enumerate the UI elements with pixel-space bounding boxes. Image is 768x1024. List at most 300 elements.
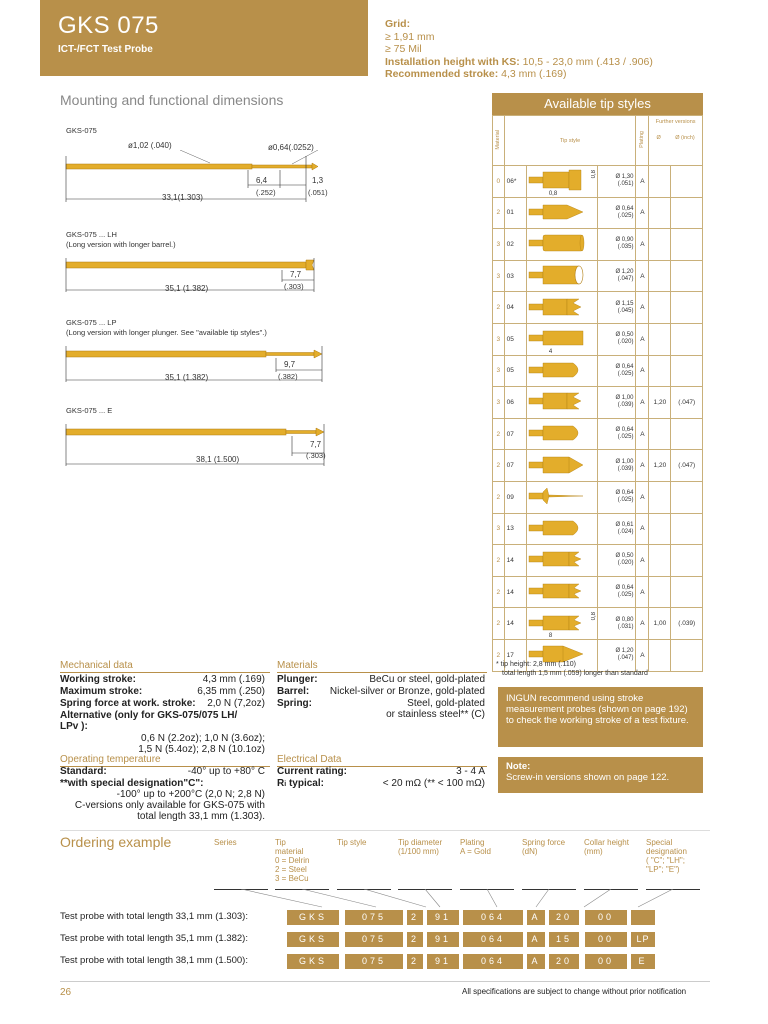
tip-code: 06* (504, 166, 526, 198)
tip-material: 3 (493, 513, 505, 545)
working-stroke-label: Working stroke: (60, 674, 136, 685)
tip-further-dia-inch (671, 260, 703, 292)
tip-plating: A (636, 418, 649, 450)
tip-dia-mm: Ø 1,00 (615, 395, 634, 402)
tip-dim1: 0,8 (548, 190, 558, 197)
c-note2: total length 33,1 mm (1.303). (137, 811, 265, 822)
tip-styles-title: Available tip styles (492, 93, 703, 115)
drawing3-a: 9,7 (284, 360, 296, 369)
tip-image (526, 418, 597, 450)
tip-plating: A (636, 450, 649, 482)
tip-code: 13 (504, 513, 526, 545)
tip-row (493, 481, 703, 513)
drawing2-len: 35,1 (1.382) (165, 284, 209, 293)
tip-dim2: 0,8 (590, 170, 597, 179)
tip-diameter (597, 576, 636, 608)
tip-material: 3 (493, 229, 505, 261)
tip-shape-icon (527, 547, 587, 571)
tip-diameter (597, 260, 636, 292)
col-spring-force: Spring force (dN) (522, 838, 566, 856)
order-row1-plat: 064 (463, 910, 523, 925)
tip-material: 2 (493, 292, 505, 324)
tip-shape-icon (527, 484, 587, 508)
plunger-value: BeCu or steel, gold-plated (369, 674, 485, 685)
tip-image (526, 545, 597, 577)
tip-further-dia-inch (671, 639, 703, 671)
alternative-value1: 0,6 N (2.2oz); 1,0 N (3.6oz); (141, 733, 265, 744)
order-row3-special: E (631, 954, 655, 969)
tip-row (493, 608, 703, 640)
tip-further-dia-inch (671, 481, 703, 513)
tip-dia-in: (.045) (617, 307, 634, 314)
tip-row (493, 513, 703, 545)
drawing1-name: GKS-075 (66, 126, 97, 135)
tip-image (526, 450, 597, 482)
tip-plating: A (636, 608, 649, 640)
tip-material: 3 (493, 323, 505, 355)
order-row2-mat: 2 (407, 932, 423, 947)
tip-material: 2 (493, 576, 505, 608)
tip-further-dia (649, 260, 671, 292)
ingun-recommendation-box: INGUN recommend using stroke measurement probes (shown on page 192) to check the working stroke of a test fixture. (498, 687, 703, 747)
tip-material: 2 (493, 608, 505, 640)
drawing1-a-in: (.252) (256, 188, 276, 197)
order-row3-dia: 91 (427, 954, 459, 969)
tip-plating: A (636, 166, 649, 198)
tip-dia-mm: Ø 0,64 (615, 585, 634, 592)
tip-row (493, 323, 703, 355)
tip-material: 3 (493, 355, 505, 387)
tip-code: 03 (504, 260, 526, 292)
tip-code: 01 (504, 197, 526, 229)
tip-code: 14 (504, 545, 526, 577)
ordering-title: Ordering example (60, 834, 172, 850)
tip-plating: A (636, 387, 649, 419)
order-row2-a: A (527, 932, 545, 947)
order-row3-collar: 00 (585, 954, 627, 969)
tip-code: 09 (504, 481, 526, 513)
barrel-value: Nickel-silver or Bronze, gold-plated (329, 686, 485, 697)
tip-further-dia (649, 292, 671, 324)
spring-value2: or stainless steel** (C) (386, 709, 485, 720)
tip-plating: A (636, 292, 649, 324)
stroke-label: Recommended stroke: (385, 68, 499, 80)
tip-dia-in: (.035) (617, 244, 634, 251)
order-row2-collar: 00 (585, 932, 627, 947)
drawing2-a-in: (.303) (284, 282, 304, 291)
tip-dia-mm: Ø 0,50 (615, 332, 634, 339)
grid-info (385, 18, 653, 81)
col-series: Series (214, 838, 237, 847)
tip-diameter (597, 387, 636, 419)
tip-image (526, 576, 597, 608)
col-tip-material: Tip material 0 = Delrin 2 = Steel 3 = BeCu (275, 838, 310, 883)
spring-force-value: 2,0 N (7,2oz) (207, 698, 265, 709)
special-label: **with special designation"C": (60, 778, 204, 789)
tip-dia-in: (.039) (617, 402, 634, 409)
tip-further-dia (649, 229, 671, 261)
tip-plating: A (636, 481, 649, 513)
order-row1-label: Test probe with total length 33,1 mm (1.303): (60, 911, 248, 922)
tip-shape-icon (527, 263, 587, 287)
tip-dia-mm: Ø 1,15 (615, 300, 634, 307)
note-text: Screw-in versions shown on page 122. (506, 772, 670, 783)
ri-value: < 20 mΩ (** < 100 mΩ) (382, 778, 485, 789)
grid-mm: ≥ 1,91 mm (385, 30, 435, 43)
tip-row (493, 260, 703, 292)
tip-further-dia-inch (671, 323, 703, 355)
tip-dim2: 0,8 (590, 612, 597, 621)
tip-shape-icon (527, 421, 587, 445)
tip-further-dia-inch (671, 418, 703, 450)
drawing1-b: 1,3 (312, 176, 324, 185)
order-row1-style: 075 (345, 910, 403, 925)
tip-plating: A (636, 513, 649, 545)
tip-plating: A (636, 545, 649, 577)
col-tip-style: Tip style (337, 838, 367, 847)
order-row3-a: A (527, 954, 545, 969)
tip-dia-in: (.047) (617, 655, 634, 662)
drawing3-desc: (Long version with longer plunger. See "available tip styles".) (66, 328, 267, 337)
drawing1-dia-left: ø1,02 (.040) (128, 141, 172, 150)
drawing4-name: GKS-075 ... E (66, 406, 113, 415)
tip-shape-icon (527, 231, 587, 255)
tip-diameter (597, 418, 636, 450)
tip-further-dia: 1,20 (649, 387, 671, 419)
tip-further-dia-inch (671, 166, 703, 198)
tip-code: 05 (504, 323, 526, 355)
tip-dia-mm: Ø 0,64 (615, 490, 634, 497)
tip-dia-in: (.020) (617, 339, 634, 346)
tip-shape-icon (527, 168, 587, 192)
tip-footnote (496, 660, 648, 678)
tip-further-dia (649, 481, 671, 513)
tip-diameter (597, 450, 636, 482)
tip-shape-icon (527, 200, 587, 224)
note-title: Note: (506, 761, 531, 772)
tip-diameter (597, 513, 636, 545)
order-row1-series: GKS (287, 910, 339, 925)
drawing1-dia-right: ø0,64(.0252) (268, 143, 314, 152)
tip-dia-mm: Ø 0,80 (615, 616, 634, 623)
tip-further-dia (649, 639, 671, 671)
tip-further-dia-inch (671, 355, 703, 387)
ordering-rule (60, 830, 710, 831)
order-row3-label: Test probe with total length 38,1 mm (1.500): (60, 955, 248, 966)
drawing2-a: 7,7 (290, 270, 302, 279)
tip-row (493, 166, 703, 198)
header-plating: Plating (639, 131, 646, 148)
tip-shape-icon (527, 611, 587, 635)
tip-shape-icon (527, 579, 587, 603)
tip-dia-in: (.025) (617, 592, 634, 599)
mechanical-title: Mechanical data (60, 660, 133, 671)
tip-row (493, 355, 703, 387)
standard-value: -40° up to +80° C (187, 766, 265, 777)
tip-row (493, 450, 703, 482)
header-bar (40, 0, 368, 76)
alternative-label2: LPv ): (60, 721, 88, 732)
tip-plating: A (636, 355, 649, 387)
tip-dim1: 8 (548, 632, 553, 639)
order-row2-special: LP (631, 932, 655, 947)
tip-further-dia-inch (671, 229, 703, 261)
spring-label: Spring: (277, 698, 312, 709)
tip-diameter (597, 292, 636, 324)
footnote-line2: total length 1,5 mm (.059) longer than standard (502, 670, 648, 677)
tip-further-dia (649, 545, 671, 577)
tip-further-dia-inch: (.047) (671, 387, 703, 419)
ri-label: Ri typical: (277, 778, 324, 789)
tip-header-row (493, 116, 703, 166)
tip-row (493, 545, 703, 577)
tip-material: 2 (493, 197, 505, 229)
drawing2-name: GKS-075 ... LH (66, 230, 117, 239)
drawing4-len: 38,1 (1.500) (196, 455, 240, 464)
product-title: GKS 075 (58, 12, 159, 39)
mounting-title: Mounting and functional dimensions (60, 92, 284, 108)
tip-further-dia-inch: (.047) (671, 450, 703, 482)
col-special: Special designation ( "C"; "LH"; "LP"; "E") (646, 838, 687, 874)
tip-further-dia (649, 166, 671, 198)
tip-shape-icon (527, 295, 587, 319)
tip-row (493, 576, 703, 608)
drawing3-name: GKS-075 ... LP (66, 318, 117, 327)
note-box (498, 757, 703, 793)
alternative-label: Alternative (only for GKS-075/075 LH/ (60, 710, 238, 721)
drawing1-b-in: (.051) (308, 188, 328, 197)
tip-further-dia-inch (671, 545, 703, 577)
tip-further-dia (649, 513, 671, 545)
tip-dia-in: (.024) (617, 528, 634, 535)
standard-label: Standard: (60, 766, 107, 777)
tip-image (526, 292, 597, 324)
tip-material: 2 (493, 545, 505, 577)
tip-further-dia (649, 355, 671, 387)
tip-dia-mm: Ø 0,50 (615, 553, 634, 560)
header-further: Further versions Ø Ø (inch) (649, 116, 703, 166)
tip-material: 3 (493, 260, 505, 292)
tip-code: 07 (504, 418, 526, 450)
tip-further-dia-inch: (.039) (671, 608, 703, 640)
tip-code: 14 (504, 608, 526, 640)
barrel-label: Barrel: (277, 686, 310, 697)
tip-dia-mm: Ø 0,64 (615, 205, 634, 212)
order-row3-plat: 064 (463, 954, 523, 969)
tip-further-dia-inch (671, 197, 703, 229)
tip-diameter (597, 355, 636, 387)
install-label: Installation height with KS: (385, 55, 520, 68)
header-tip-style: Tip style (504, 116, 636, 166)
tip-dia-mm: Ø 0,64 (615, 427, 634, 434)
materials-title: Materials (277, 660, 318, 671)
special-value: -100° up to +200°C (2,0 N; 2,8 N) (116, 789, 265, 800)
order-row2-force: 15 (549, 932, 579, 947)
current-value: 3 - 4 A (456, 766, 485, 777)
tip-code: 02 (504, 229, 526, 261)
tip-image (526, 260, 597, 292)
order-row1-dia: 91 (427, 910, 459, 925)
tip-image (526, 323, 597, 355)
tip-image (526, 481, 597, 513)
tip-code: 04 (504, 292, 526, 324)
tip-plating: A (636, 197, 649, 229)
tip-material: 0 (493, 166, 505, 198)
drawing3-len: 35,1 (1.382) (165, 373, 209, 382)
tip-image (526, 355, 597, 387)
tip-further-dia-inch (671, 576, 703, 608)
tip-image (526, 229, 597, 261)
tip-row (493, 197, 703, 229)
order-row1-mat: 2 (407, 910, 423, 925)
order-row2-label: Test probe with total length 35,1 mm (1.382): (60, 933, 248, 944)
order-row1-a: A (527, 910, 545, 925)
tip-further-dia: 1,20 (649, 450, 671, 482)
spring-force-label: Spring force at work. stroke: (60, 698, 196, 709)
materials-rule (277, 672, 487, 673)
grid-mil: ≥ 75 Mil (385, 43, 422, 55)
order-row3-mat: 2 (407, 954, 423, 969)
tip-plating: A (636, 576, 649, 608)
tip-styles-table (492, 115, 703, 672)
header-dia-inch: Ø (inch) (675, 135, 695, 141)
electrical-title: Electrical Data (277, 754, 342, 765)
tip-plating: A (636, 260, 649, 292)
probe-drawing-e (60, 420, 330, 470)
tip-diameter (597, 229, 636, 261)
working-stroke-value: 4,3 mm (.169) (202, 674, 265, 685)
footer-rule (60, 981, 710, 982)
tip-image (526, 513, 597, 545)
order-row2-plat: 064 (463, 932, 523, 947)
tip-row (493, 229, 703, 261)
order-row2-style: 075 (345, 932, 403, 947)
tip-material: 2 (493, 481, 505, 513)
tip-row (493, 418, 703, 450)
tip-dia-mm: Ø 0,64 (615, 363, 634, 370)
tip-dia-mm: Ø 0,90 (615, 237, 634, 244)
max-stroke-label: Maximum stroke: (60, 686, 143, 697)
order-row1-special (631, 910, 655, 925)
order-row3-force: 20 (549, 954, 579, 969)
col-plating: Plating A = Gold (460, 838, 491, 856)
tip-code: 06 (504, 387, 526, 419)
alternative-value2: 1,5 N (5.4oz); 2,8 N (10.1oz) (138, 744, 265, 755)
tip-dia-in: (.025) (617, 434, 634, 441)
tip-further-dia-inch (671, 292, 703, 324)
plunger-label: Plunger: (277, 674, 318, 685)
tip-dia-in: (.031) (617, 623, 634, 630)
tip-further-dia (649, 197, 671, 229)
operating-title: Operating temperature (60, 754, 161, 765)
tip-shape-icon (527, 516, 587, 540)
order-row3-series: GKS (287, 954, 339, 969)
disclaimer: All specifications are subject to change without prior notification (462, 987, 687, 996)
drawing1-a: 6,4 (256, 176, 268, 185)
tip-code: 17 (504, 639, 526, 671)
drawing1-len: 33,1(1.303) (162, 193, 203, 202)
tip-image (526, 387, 597, 419)
tip-diameter (597, 608, 636, 640)
tip-code: 07 (504, 450, 526, 482)
drawing3-a-in: (.382) (278, 372, 298, 381)
footnote-line1: * tip height: 2,8 mm (.110) (496, 661, 577, 668)
spring-value: Steel, gold-plated (407, 698, 485, 709)
ordering-leader-lines (60, 889, 710, 909)
max-stroke-value: 6,35 mm (.250) (197, 686, 265, 697)
order-row2-series: GKS (287, 932, 339, 947)
tip-image (526, 608, 597, 640)
tip-image (526, 197, 597, 229)
tip-code: 05 (504, 355, 526, 387)
tip-material: 2 (493, 450, 505, 482)
tip-material: 3 (493, 387, 505, 419)
tip-diameter (597, 481, 636, 513)
tip-diameter (597, 197, 636, 229)
drawing4-a: 7,7 (310, 440, 322, 449)
mechanical-rule (60, 672, 270, 673)
tip-dia-in: (.047) (617, 276, 634, 283)
tip-plating: A (636, 229, 649, 261)
stroke-value: 4,3 mm (.169) (501, 68, 567, 80)
c-note1: C-versions only available for GKS-075 with (74, 800, 265, 811)
order-row3-style: 075 (345, 954, 403, 969)
tip-dia-in: (.020) (617, 560, 634, 567)
tip-shape-icon (527, 453, 587, 477)
tip-dia-mm: Ø 1,30 (615, 174, 634, 181)
tip-dia-in: (.025) (617, 370, 634, 377)
tip-further-dia (649, 576, 671, 608)
tip-dia-mm: Ø 1,00 (615, 458, 634, 465)
tip-image (526, 166, 597, 198)
tip-dia-in: (.025) (617, 212, 634, 219)
tip-row (493, 387, 703, 419)
col-collar-height: Collar height (mm) (584, 838, 629, 856)
drawing2-desc: (Long version with longer barrel.) (66, 240, 176, 249)
order-row2-dia: 91 (427, 932, 459, 947)
tip-plating: A (636, 639, 649, 671)
tip-plating: A (636, 323, 649, 355)
tip-diameter (597, 323, 636, 355)
tip-styles-panel (492, 93, 703, 672)
tip-row (493, 292, 703, 324)
tip-diameter (597, 166, 636, 198)
header-material: Material (495, 129, 502, 150)
tip-further-dia (649, 323, 671, 355)
header-dia: Ø (656, 135, 661, 141)
drawing4-a-in: (.303) (306, 451, 326, 460)
tip-material: 2 (493, 418, 505, 450)
tip-dia-in: (.051) (617, 181, 634, 188)
tip-dia-mm: Ø 1,20 (615, 269, 634, 276)
tip-code: 14 (504, 576, 526, 608)
grid-label: Grid: (385, 18, 411, 30)
tip-further-dia: 1,00 (649, 608, 671, 640)
tip-dia-mm: Ø 1,20 (615, 648, 634, 655)
tip-further-dia (649, 418, 671, 450)
install-value: 10,5 - 23,0 mm (.413 / .906) (522, 55, 653, 68)
current-label: Current rating: (277, 766, 347, 777)
tip-diameter (597, 545, 636, 577)
tip-shape-icon (527, 326, 587, 350)
page-number: 26 (60, 987, 72, 998)
tip-material: 2 (493, 639, 505, 671)
tip-dim1: 4 (548, 348, 553, 355)
tip-dia-mm: Ø 0,61 (615, 521, 634, 528)
tip-dia-in: (.025) (617, 497, 634, 504)
order-row1-force: 20 (549, 910, 579, 925)
tip-dia-in: (.039) (617, 465, 634, 472)
